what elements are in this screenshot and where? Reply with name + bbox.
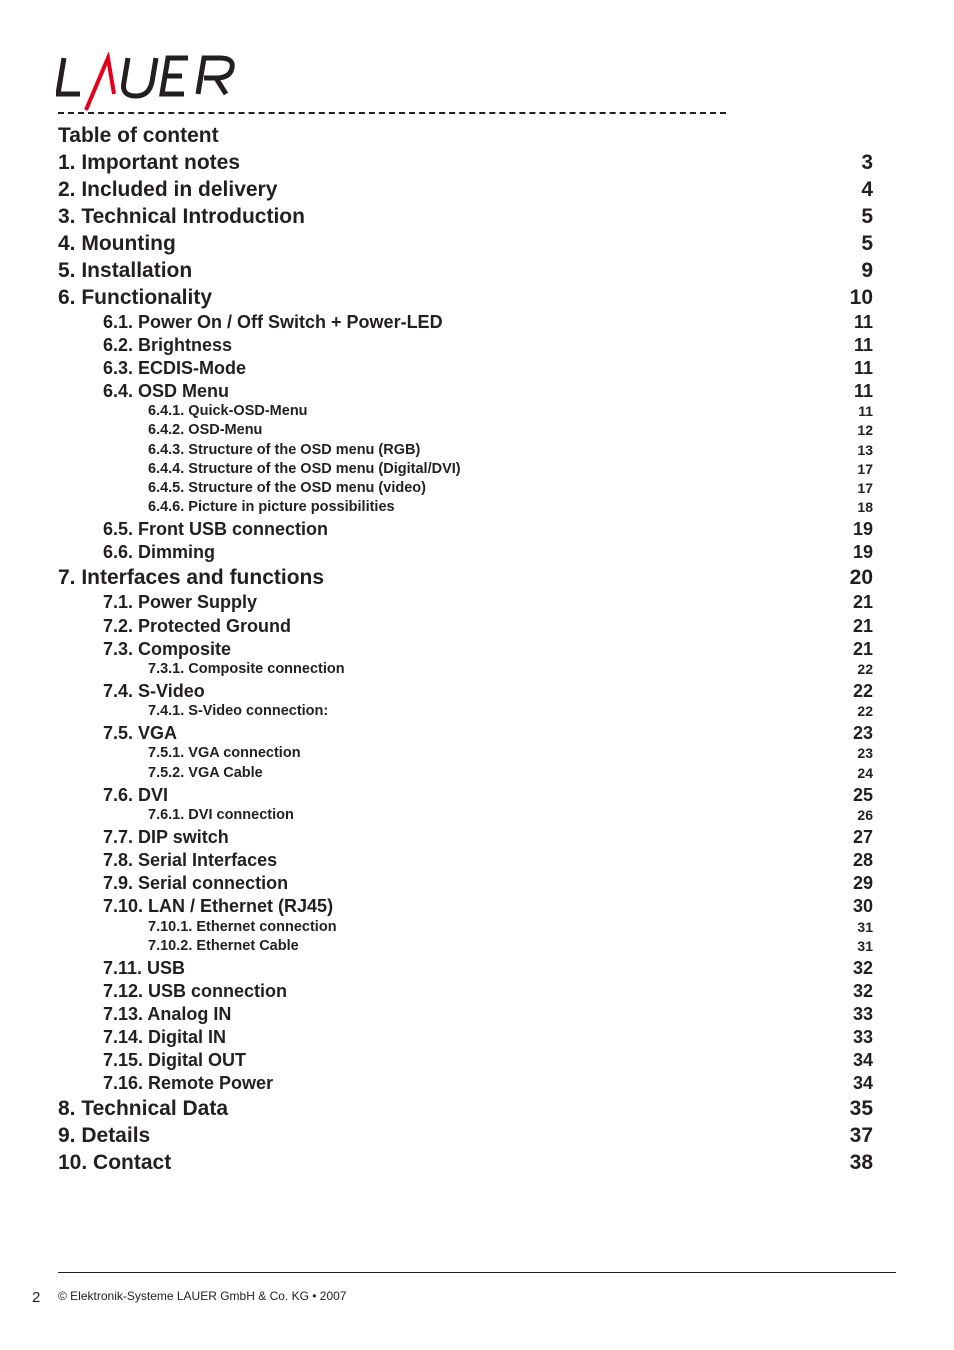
toc-entry-title: 2. Included in delivery (58, 178, 278, 201)
lauer-logo (56, 52, 242, 114)
toc-entry-page: 34 (852, 1073, 873, 1093)
toc-entry-page: 10 (849, 286, 873, 309)
toc-entry-page: 21 (852, 592, 873, 612)
toc-entry-title: 7.10.2. Ethernet Cable (148, 938, 299, 954)
toc-entry-page: 32 (852, 958, 873, 978)
toc-entry-page: 31 (857, 919, 873, 935)
toc-entry-title: 7.10. LAN / Ethernet (RJ45) (103, 896, 334, 916)
toc-entry-page: 27 (852, 827, 873, 847)
toc-entry-title: 7.5.1. VGA connection (148, 745, 301, 761)
toc-entry-title: 6.2. Brightness (103, 335, 233, 355)
toc-entry-page: 18 (857, 499, 873, 515)
toc-entry-page: 33 (852, 1027, 873, 1047)
toc-entry-page: 37 (849, 1124, 873, 1147)
toc-entry-title: 7.3. Composite (103, 639, 232, 659)
toc-entry-page: 23 (852, 723, 873, 743)
toc-entry-page: 17 (857, 461, 873, 477)
toc-entry-page: 13 (857, 442, 873, 458)
toc-entry-page: 38 (849, 1151, 873, 1174)
toc-entry-page: 22 (852, 681, 873, 701)
toc-entry-page: 19 (852, 542, 873, 562)
toc-entry-title: 6.4. OSD Menu (103, 381, 230, 401)
toc-entry-page: 25 (852, 785, 873, 805)
toc-entry-title: 6.4.1. Quick-OSD-Menu (148, 403, 308, 419)
toc-entry-page: 17 (857, 480, 873, 496)
toc-entry-page: 33 (852, 1004, 873, 1024)
toc-entry-title: 7.7. DIP switch (103, 827, 229, 847)
toc-entry-title: 7.6.1. DVI connection (148, 807, 294, 823)
toc-entry-title: 7.4. S-Video (103, 681, 205, 701)
toc-entry-title: 6.5. Front USB connection (103, 519, 329, 539)
toc-entry-page: 11 (853, 335, 873, 355)
toc-entry-title: 7.3.1. Composite connection (148, 661, 345, 677)
toc-entry-page: 28 (852, 850, 873, 870)
toc-entry-page: 22 (857, 661, 873, 677)
toc-entry-title: 7.1. Power Supply (103, 592, 258, 612)
toc-entry-page: 22 (857, 703, 873, 719)
toc-entry-title: 7.6. DVI (103, 785, 169, 805)
toc-entry-title: 7.11. USB (103, 958, 186, 978)
toc-entry-page: 35 (849, 1097, 873, 1120)
footer-rule (58, 1272, 896, 1273)
toc-entry-title: 3. Technical Introduction (58, 205, 305, 228)
page-number: 2 (32, 1289, 41, 1306)
toc-entry-title: 6.4.2. OSD-Menu (148, 422, 263, 438)
toc-entry-title: 5. Installation (58, 259, 193, 282)
toc-entry-page: 11 (853, 358, 873, 378)
toc-entry-page: 32 (852, 981, 873, 1001)
toc-entry-title: 6.3. ECDIS-Mode (103, 358, 247, 378)
toc-entry-title: 6.4.4. Structure of the OSD menu (Digital/DVI) (148, 461, 461, 477)
toc-entry-page: 11 (858, 403, 873, 419)
toc-entry-title: 6.4.3. Structure of the OSD menu (RGB) (148, 442, 421, 458)
toc-entry-title: 4. Mounting (58, 232, 176, 255)
toc-entry-title: 7. Interfaces and functions (58, 566, 325, 589)
toc-entry-title: 10. Contact (58, 1151, 172, 1174)
toc-entry-page: 19 (852, 519, 873, 539)
toc-entry-title: 7.16. Remote Power (103, 1073, 274, 1093)
toc-entry-title: 6.1. Power On / Off Switch + Power-LED (103, 312, 443, 332)
toc-entry-title: 6. Functionality (58, 286, 213, 309)
toc-entry-title: 6.4.6. Picture in picture possibilities (148, 499, 395, 515)
toc-entry-title: 7.9. Serial connection (103, 873, 289, 893)
toc-entry-page: 3 (861, 151, 873, 174)
toc-entry-title: 6.6. Dimming (103, 542, 216, 562)
toc-entry-page: 20 (849, 566, 873, 589)
toc-entry-title: 1. Important notes (58, 151, 241, 174)
toc-entry-title: 8. Technical Data (58, 1097, 229, 1120)
toc-entry-page: 4 (861, 178, 873, 201)
toc-entry-page: 5 (861, 232, 873, 255)
toc-entry-page: 23 (857, 745, 873, 761)
toc-entry-page: 11 (853, 381, 873, 401)
toc-entry-title: 7.10.1. Ethernet connection (148, 919, 337, 935)
toc-entry-page: 31 (857, 938, 873, 954)
toc-heading: Table of content (58, 124, 219, 147)
copyright-notice: © Elektronik-Systeme LAUER GmbH & Co. KG • 2007 (58, 1289, 347, 1303)
toc-entry-page: 12 (857, 422, 873, 438)
toc-entry-page: 30 (852, 896, 873, 916)
toc-entry-title: 9. Details (58, 1124, 151, 1147)
toc-entry-title: 7.4.1. S-Video connection: (148, 703, 329, 719)
toc-entry-title: 7.13. Analog IN (103, 1004, 232, 1024)
toc-entry-title: 7.5.2. VGA Cable (148, 765, 263, 781)
toc-entry-page: 11 (853, 312, 873, 332)
toc-entry-title: 6.4.5. Structure of the OSD menu (video) (148, 480, 426, 496)
toc-entry-title: 7.14. Digital IN (103, 1027, 227, 1047)
toc-entry-title: 7.15. Digital OUT (103, 1050, 247, 1070)
toc-entry-page: 26 (857, 807, 873, 823)
toc-entry-page: 29 (852, 873, 873, 893)
toc-entry-page: 21 (852, 639, 873, 659)
toc-entry-title: 7.8. Serial Interfaces (103, 850, 278, 870)
header-dashed-rule (58, 112, 726, 114)
toc-entry-page: 5 (861, 205, 873, 228)
toc-entry-page: 21 (852, 616, 873, 636)
toc-entry-title: 7.2. Protected Ground (103, 616, 292, 636)
toc-entry-page: 24 (857, 765, 873, 781)
toc-entry-page: 9 (861, 259, 873, 282)
toc-entry-page: 34 (852, 1050, 873, 1070)
toc-entry-title: 7.12. USB connection (103, 981, 288, 1001)
toc-entry-title: 7.5. VGA (103, 723, 178, 743)
